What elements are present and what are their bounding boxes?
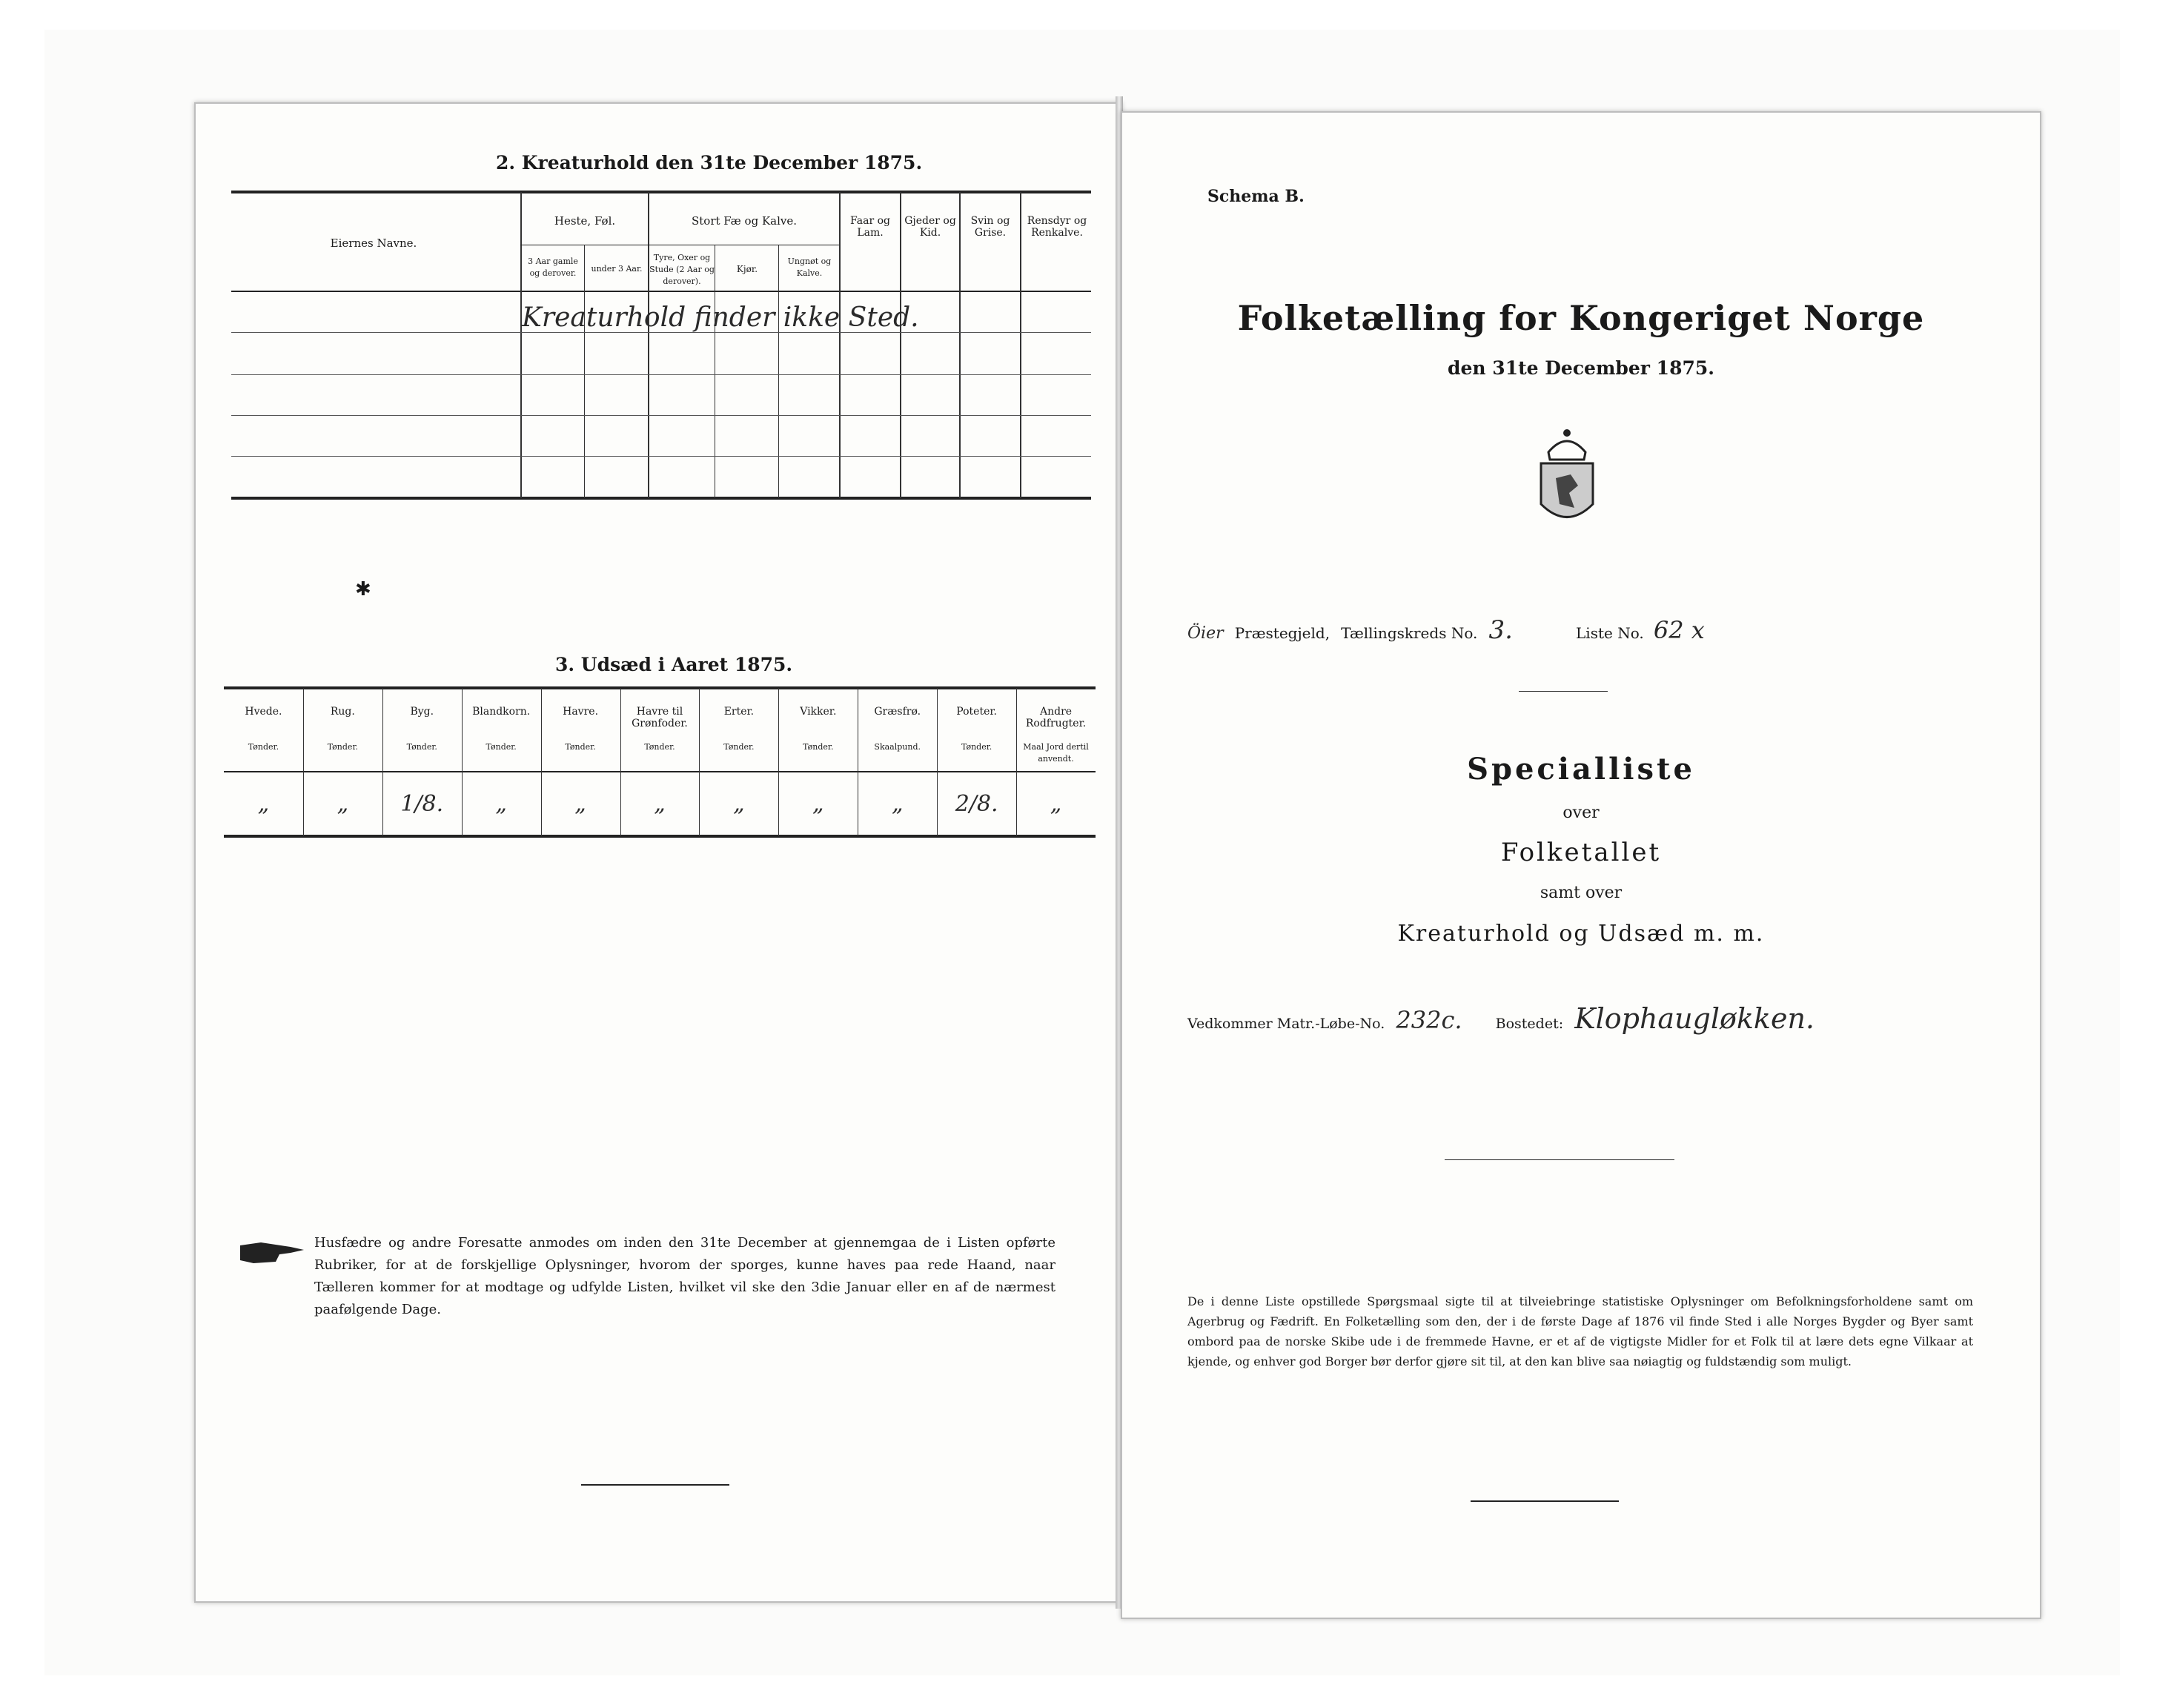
table-row [231,456,1091,457]
liste-label: Liste No. [1576,624,1644,642]
udsaed-value: 1/8. [400,791,444,817]
left-page [194,102,1122,1603]
bottom-rule [1471,1500,1619,1502]
udsaed-col-name: Hvede. [245,706,282,718]
parish-hand: Öier [1187,624,1224,643]
udsaed-top-rule [224,686,1096,689]
notice-text: Husfædre og andre Foresatte anmodes om inden den 31te December at gjennemgaa de i Listen opførte Rubriker, for at de forskjellige Oplysninger, hvorom der sporges, kunne haves paa rede Haand, naar Tælleren kommer for at modtage og udfylde Listen, hvilket vil ske den 3die Januar eller en af de nærmest paafølgende Dage. [314,1235,1055,1317]
divider-rule [1519,691,1608,692]
udsaed-col-unit: Tønder. [723,742,755,752]
heste-group-header: Heste, Føl. [554,214,616,228]
kreaturhold-label: Kreaturhold og Udsæd m. m. [1397,921,1765,947]
udsaed-value: „ [733,791,745,817]
footnote-text: De i denne Liste opstillede Spørgsmaal sigte til at tilveiebringe statistiske Oplysninger om Befolkningsforholdene samt om Agerbrug og Fædrift. En Folketælling som den, der i de første Dage af 1876 vil finde Sted i alle Norges Bygder og Byer samt ombord paa de norske Skibe ude i de fremmede Havne, er et af de vigtigste Midler for et Folk til at lære dets egne Vilkaar at kjende, og enhver god Borger bør derfor gjøre sit til, at den kan blive saa nøiagtig og fuldstændig som muligt. [1187,1294,1973,1368]
table-top-rule [231,191,1091,193]
udsaed-col-unit: Tønder. [644,742,675,752]
col-rensdyr: Rensdyr og Renkalve. [1027,215,1087,239]
col-kjor: Kjør. [736,264,758,274]
bosted-value: Klophaugløkken. [1574,1002,1815,1035]
udsaed-col-unit: Maal Jord dertil anvendt. [1023,742,1089,764]
coat-of-arms-icon [1526,423,1608,534]
udsaed-value: 2/8. [955,791,998,817]
udsaed-value: „ [812,791,824,817]
udsaed-col-unit: Tønder. [803,742,834,752]
udsaed-value: „ [257,791,270,817]
handwritten-entry: Kreaturhold finder ikke Sted. [522,302,919,333]
parish-label: Præstegjeld, [1234,624,1330,642]
divider [520,192,522,498]
col-under-3: under 3 Aar. [591,264,643,274]
udsaed-bottom-rule [224,835,1096,838]
udsaed-col-name: Poteter. [956,706,997,718]
samt-over-label: samt over [1540,884,1623,902]
udsaed-col-unit: Tønder. [485,742,517,752]
udsaed-col-name: Græsfrø. [874,706,921,718]
folketallet-label: Folketallet [1500,838,1662,867]
table-row [231,415,1091,416]
udsaed-col-unit: Tønder. [327,742,358,752]
udsaed-col-name: Havre. [563,706,599,718]
liste-value: 62 x [1653,616,1705,644]
page-title: Folketælling for Kongeriget Norge [1237,298,1925,338]
col-tyre: Tyre, Oxer og Stude (2 Aar og derover). [649,253,715,286]
owner-column-header: Eiernes Navne. [330,236,417,250]
udsaed-value: „ [495,791,507,817]
stort-group-header: Stort Fæ og Kalve. [691,214,798,228]
col-gjeder: Gjeder og Kid. [904,215,956,239]
udsaed-value: „ [891,791,904,817]
matr-value: 232c. [1396,1006,1462,1034]
divider [584,245,585,498]
matr-line [1187,1002,1815,1035]
table-bottom-rule [231,497,1091,500]
specialliste-heading: Specialliste [1467,752,1695,787]
signature-line [581,1484,729,1486]
udsaed-value: „ [337,791,349,817]
udsaed-col-unit: Tønder. [406,742,437,752]
udsaed-header-rule [224,771,1096,772]
col-3-aar: 3 Aar gamle og derover. [528,256,578,278]
udsaed-col-name: Blandkorn. [472,706,531,718]
udsaed-col-name: Havre til Grønfoder. [632,706,688,729]
udsaed-value: „ [654,791,666,817]
udsaed-col-name: Byg. [410,706,434,718]
schema-label: Schema B. [1207,187,1305,206]
district-line [1187,615,1705,645]
kreds-value: 3. [1488,615,1513,645]
divider [648,192,649,498]
over-label: over [1562,804,1600,822]
col-ungnot: Ungnøt og Kalve. [787,256,832,278]
table-row [231,374,1091,375]
header-bottom-rule [231,291,1091,292]
udsaed-value: „ [1050,791,1062,817]
kreds-label: Tællingskreds No. [1341,624,1478,642]
divider [778,245,779,498]
udsaed-col-unit: Skaalpund. [874,742,921,752]
udsaed-col-unit: Tønder. [961,742,992,752]
col-svin: Svin og Grise. [970,215,1010,239]
udsaed-col-name: Andre Rodfrugter. [1025,706,1087,729]
pointing-hand-icon [239,1239,305,1266]
divider-rule-2 [1445,1159,1674,1160]
matr-label: Vedkommer Matr.-Løbe-No. [1187,1016,1385,1032]
bosted-label: Bostedet: [1495,1016,1564,1032]
title-date: den 31te December 1875. [1448,357,1714,379]
col-faar: Faar og Lam. [850,215,890,239]
udsaed-col-unit: Tønder. [565,742,596,752]
udsaed-value: „ [574,791,586,817]
udsaed-col-name: Vikker. [800,706,837,718]
section2-heading: 2. Kreaturhold den 31te December 1875. [496,152,923,173]
udsaed-col-name: Rug. [330,706,355,718]
udsaed-col-name: Erter. [723,706,755,718]
star-mark: ✱ [355,578,371,600]
udsaed-col-unit: Tønder. [248,742,279,752]
right-page [1121,111,2041,1619]
section3-heading: 3. Udsæd i Aaret 1875. [555,654,793,675]
